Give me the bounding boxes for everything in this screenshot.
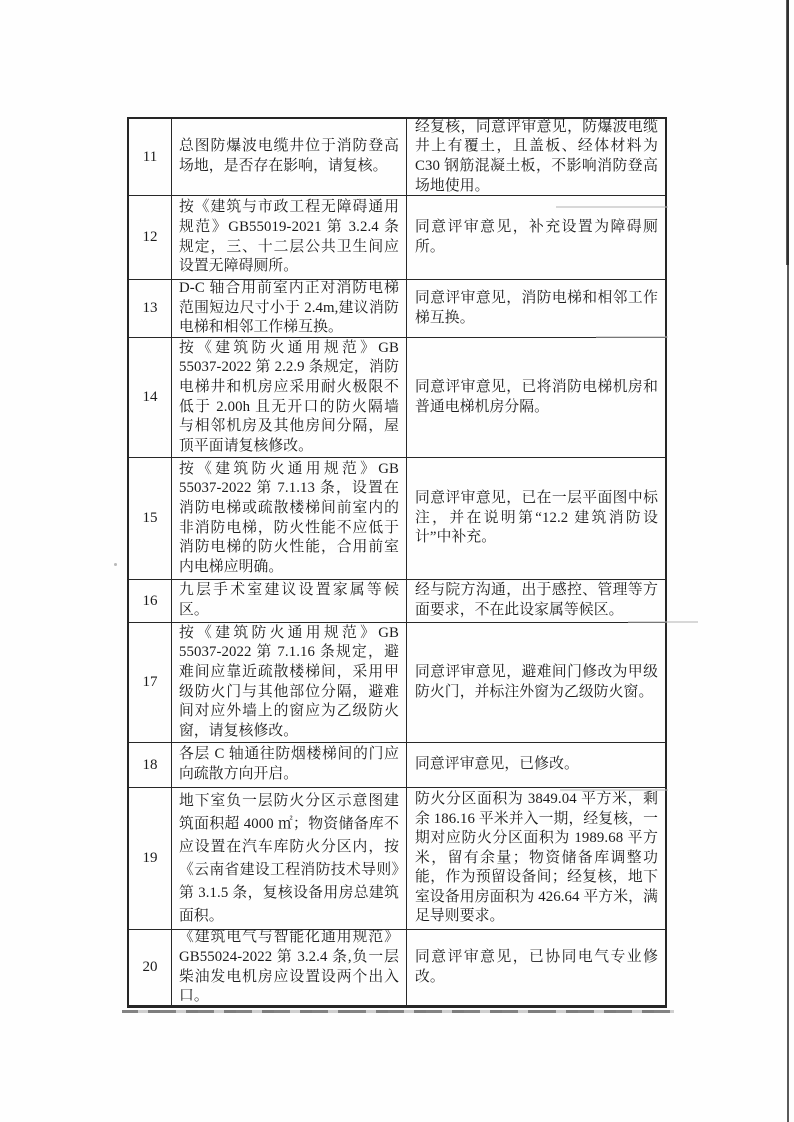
- table-row: [129, 788, 665, 930]
- scan-smudge: [556, 206, 668, 208]
- row-number: 14: [142, 389, 158, 405]
- reply-cell: [407, 338, 665, 457]
- reply-text: 同意评审意见，补充设置为障碍厕所。: [415, 218, 658, 255]
- table-row: [129, 580, 665, 623]
- reply-text: 同意评审意见，已在一层平面图中标注，并在说明第“12.2 建筑消防设计”中补充。: [415, 490, 658, 546]
- issue-text: D-C 轴合用前室内正对消防电梯范围短边尺寸小于 2.4m,建议消防电梯和相邻工作梯互换。: [179, 280, 399, 336]
- reply-text: 经与院方沟通，出于感控、管理等方面要求，不在此设家属等候区。: [415, 582, 658, 618]
- scan-edge-line-dark-top: [786, 0, 789, 265]
- issue-text: 总图防爆波电缆井位于消防登高场地，是否存在影响，请复核。: [179, 138, 399, 174]
- issue-text: 《建筑电气与智能化通用规范》GB55024-2022 第 3.2.4 条,负一层柴油发电机房应设置设两个出入口。: [179, 930, 399, 1005]
- issue-cell: [172, 623, 407, 742]
- reply-cell: [407, 458, 665, 579]
- row-number: 19: [142, 850, 158, 866]
- reply-cell: [407, 280, 665, 337]
- review-comments-table: [127, 117, 667, 1008]
- row-number-cell: [129, 743, 172, 787]
- issue-text: 按《建筑与市政工程无障碍通用规范》GB55019-2021 第 3.2.4 条规定，三、十二层公共卫生间应设置无障碍厕所。: [179, 199, 399, 275]
- row-number-cell: [129, 788, 172, 929]
- reply-cell: [407, 119, 665, 195]
- reply-cell: [407, 580, 665, 622]
- issue-cell: [172, 930, 407, 1005]
- issue-text: 按《建筑防火通用规范》GB 55037-2022 第 7.1.13 条，设置在消防电梯或疏散楼梯间前室内的非消防电梯，防火性能不应低于消防电梯的防火性能，合用前室内电梯应明确。: [179, 460, 399, 575]
- issue-cell: [172, 119, 407, 195]
- reply-text: 同意评审意见，消防电梯和相邻工作梯互换。: [415, 289, 658, 326]
- row-number: 18: [142, 756, 158, 773]
- issue-text: 按《建筑防火通用规范》GB 55037-2022 第 7.1.16 条规定，避难间应靠近疏散楼梯间，采用甲级防火门与其他部位分隔，避难间对应外墙上的窗应为乙级防火窗，请复核修改。: [179, 624, 399, 739]
- reply-cell: [407, 743, 665, 787]
- issue-text: 各层 C 轴通往防烟楼梯间的门应向疏散方向开启。: [179, 746, 399, 782]
- issue-cell: [172, 788, 407, 929]
- reply-text: 同意评审意见，已修改。: [415, 756, 579, 773]
- row-number: 13: [142, 300, 158, 316]
- scan-smudge: [596, 336, 668, 338]
- row-number-cell: [129, 930, 172, 1005]
- table-row: [129, 280, 665, 338]
- issue-cell: [172, 458, 407, 579]
- reply-cell: [407, 623, 665, 742]
- row-number-cell: [129, 338, 172, 457]
- issue-text: 九层手术室建议设置家属等候区。: [179, 582, 399, 618]
- reply-text: 同意评审意见，避难间门修改为甲级防火门，并标注外窗为乙级防火窗。: [415, 663, 658, 700]
- reply-cell: [407, 930, 665, 1005]
- reply-text: 防火分区面积为 3849.04 平方米，剩余 186.16 平米并入一期，经复核，一期对应防火分区面积为 1989.68 平方米，留有余量；物资储备库调整功能，作为预留设备间；经复核，地下室设备用房面积为 426.64 平方米，满足导则要求。: [415, 790, 658, 925]
- row-number-cell: [129, 119, 172, 195]
- scan-smudge-bottom-border: [122, 1010, 674, 1013]
- issue-cell: [172, 338, 407, 457]
- reply-text: 经复核，同意评审意见，防爆波电缆井上有覆土，且盖板、经体材料为 C30 钢筋混凝土板，不影响消防登高场地使用。: [415, 119, 658, 194]
- table-row: [129, 930, 665, 1005]
- issue-cell: [172, 196, 407, 279]
- table-row: [129, 196, 665, 280]
- row-number: 12: [142, 229, 158, 245]
- row-number: 15: [142, 510, 158, 526]
- row-number: 20: [142, 959, 158, 975]
- row-number-cell: [129, 580, 172, 622]
- issue-cell: [172, 743, 407, 787]
- table-row: [129, 458, 665, 580]
- reply-cell: [407, 196, 665, 279]
- row-number-cell: [129, 458, 172, 579]
- reply-text: 同意评审意见，已协同电气专业修改。: [415, 948, 658, 985]
- scan-speck: [114, 563, 117, 566]
- issue-text: 按《建筑防火通用规范》GB 55037-2022 第 2.2.9 条规定，消防电梯井和机房应采用耐火极限不低于 2.00h 且无开口的防火隔墙与相邻机房及其他房间分隔，屋顶平面请复核修改。: [179, 339, 399, 454]
- row-number: 11: [142, 148, 158, 165]
- table-row: [129, 623, 665, 743]
- row-number: 16: [142, 592, 158, 609]
- issue-cell: [172, 280, 407, 337]
- issue-cell: [172, 580, 407, 622]
- row-number: 17: [142, 674, 158, 690]
- row-number-cell: [129, 280, 172, 337]
- row-number-cell: [129, 623, 172, 742]
- table-row: [129, 338, 665, 458]
- table-row: [129, 743, 665, 788]
- issue-text: 地下室负一层防火分区示意图建筑面积超 4000 ㎡；物资储备库不应设置在汽车库防火分区内，按《云南省建设工程消防技术导则》第 3.1.5 条，复核设备用房总建筑面积。: [179, 792, 399, 924]
- reply-text: 同意评审意见，已将消防电梯机房和普通电梯机房分隔。: [415, 378, 658, 415]
- scan-smudge: [560, 789, 668, 791]
- scan-smudge: [628, 621, 698, 623]
- reply-cell: [407, 788, 665, 929]
- table-row: [129, 119, 665, 196]
- row-number-cell: [129, 196, 172, 279]
